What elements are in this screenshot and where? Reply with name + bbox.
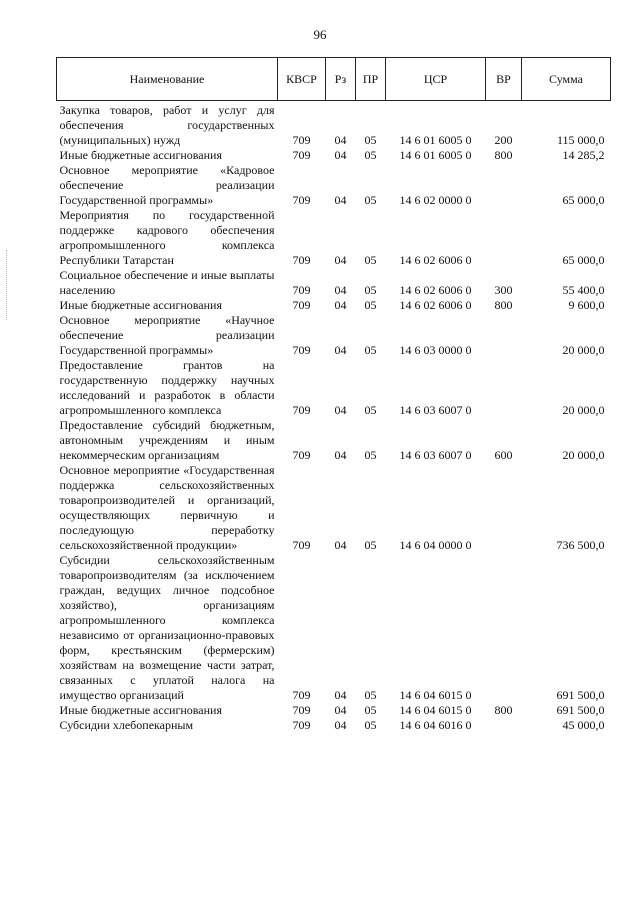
cell-kvsr: 709	[292, 283, 311, 297]
cell-pr: 05	[364, 403, 377, 417]
cell-name: Иные бюджетные ассигнования	[59, 148, 222, 162]
cell-rz: 04	[334, 253, 347, 267]
cell-pr: 05	[364, 538, 377, 552]
cell-csr: 14 6 04 6016 0	[399, 718, 472, 732]
cell-pr: 05	[364, 148, 377, 162]
cell-pr: 05	[364, 193, 377, 207]
cell-pr: 05	[364, 688, 377, 702]
cell-sum: 9 600,0	[568, 298, 605, 312]
header-kvsr: КВСР	[278, 58, 326, 101]
header-name: Наименование	[57, 58, 278, 101]
cell-sum: 20 000,0	[562, 403, 605, 417]
cell-vr: 800	[494, 703, 513, 717]
table-row	[57, 313, 611, 358]
cell-sum: 65 000,0	[562, 253, 605, 267]
cell-name: Субсидии сельскохозяйственным товаропроизводителям (за исключением граждан, ведущих личное подсобное хозяйство), организациям агропромышленного комплекса независимо от организационно-правовых форм, крестьянским (фермерским) хозяйствам на возмещение части затрат, связанных с уплатой налога на имущество организаций	[59, 553, 275, 702]
header-vr: ВР	[486, 58, 522, 101]
cell-name: Основное мероприятие «Научное обеспечение реализации Государственной программы»	[59, 313, 275, 357]
table-row	[57, 148, 611, 163]
header-csr: ЦСР	[386, 58, 486, 101]
page-number: 96	[313, 27, 327, 42]
cell-pr: 05	[364, 718, 377, 732]
cell-kvsr: 709	[292, 193, 311, 207]
cell-sum: 691 500,0	[556, 688, 605, 702]
cell-sum: 115 000,0	[556, 133, 605, 147]
table-row	[57, 101, 611, 149]
cell-name: Основное мероприятие «Государственная поддержка сельскохозяйственных товаропроизводителей и организаций, осуществляющих первичную и последующую переработку сельскохозяйственной продукции»	[59, 463, 275, 552]
cell-pr: 05	[364, 703, 377, 717]
cell-vr: 800	[494, 298, 513, 312]
edge-mark	[6, 250, 7, 320]
cell-name: Социальное обеспечение и иные выплаты населению	[59, 268, 275, 297]
cell-vr	[486, 718, 522, 733]
cell-kvsr: 709	[292, 538, 311, 552]
cell-rz: 04	[334, 538, 347, 552]
cell-pr: 05	[364, 133, 377, 147]
cell-vr	[486, 463, 522, 553]
cell-rz: 04	[334, 403, 347, 417]
cell-kvsr: 709	[292, 718, 311, 732]
cell-sum: 65 000,0	[562, 193, 605, 207]
cell-vr: 200	[494, 133, 513, 147]
cell-sum: 20 000,0	[562, 343, 605, 357]
cell-csr: 14 6 02 0000 0	[399, 193, 472, 207]
cell-rz: 04	[334, 148, 347, 162]
cell-rz: 04	[334, 133, 347, 147]
cell-csr: 14 6 01 6005 0	[399, 133, 472, 147]
cell-csr: 14 6 04 6015 0	[399, 703, 472, 717]
cell-kvsr: 709	[292, 133, 311, 147]
cell-csr: 14 6 01 6005 0	[399, 148, 472, 162]
cell-rz: 04	[334, 688, 347, 702]
cell-rz: 04	[334, 718, 347, 732]
cell-csr: 14 6 02 6006 0	[399, 298, 472, 312]
cell-kvsr: 709	[292, 253, 311, 267]
cell-rz: 04	[334, 703, 347, 717]
cell-vr	[486, 358, 522, 418]
cell-vr	[486, 163, 522, 208]
cell-kvsr: 709	[292, 343, 311, 357]
cell-vr: 600	[494, 448, 513, 462]
table-row	[57, 268, 611, 298]
table-row	[57, 298, 611, 313]
cell-rz: 04	[334, 193, 347, 207]
cell-kvsr: 709	[292, 298, 311, 312]
cell-pr: 05	[364, 298, 377, 312]
table-row	[57, 703, 611, 718]
header-sum: Сумма	[522, 58, 611, 101]
table-row	[57, 553, 611, 703]
cell-vr: 300	[494, 283, 513, 297]
cell-sum: 736 500,0	[556, 538, 605, 552]
cell-rz: 04	[334, 448, 347, 462]
budget-table	[56, 57, 611, 733]
cell-name: Мероприятия по государственной поддержке кадрового обеспечения агропромышленного комплекса Республики Татарстан	[59, 208, 275, 267]
cell-sum: 691 500,0	[556, 703, 605, 717]
cell-sum: 55 400,0	[562, 283, 605, 297]
cell-rz: 04	[334, 298, 347, 312]
table-body	[57, 101, 611, 734]
table-row	[57, 418, 611, 463]
cell-kvsr: 709	[292, 403, 311, 417]
cell-name: Иные бюджетные ассигнования	[59, 703, 222, 717]
cell-pr: 05	[364, 253, 377, 267]
cell-pr: 05	[364, 343, 377, 357]
table-row	[57, 463, 611, 553]
cell-csr: 14 6 03 6007 0	[399, 448, 472, 462]
cell-name: Предоставление грантов на государственную поддержку научных исследований и разработок в области агропромышленного комплекса	[59, 358, 275, 417]
cell-kvsr: 709	[292, 148, 311, 162]
cell-name: Иные бюджетные ассигнования	[59, 298, 222, 312]
cell-kvsr: 709	[292, 448, 311, 462]
cell-csr: 14 6 04 0000 0	[399, 538, 472, 552]
cell-csr: 14 6 04 6015 0	[399, 688, 472, 702]
cell-sum: 14 285,2	[562, 148, 605, 162]
cell-vr	[486, 553, 522, 703]
cell-name: Основное мероприятие «Кадровое обеспечение реализации Государственной программы»	[59, 163, 275, 207]
table-row	[57, 208, 611, 268]
cell-vr	[486, 208, 522, 268]
cell-csr: 14 6 03 6007 0	[399, 403, 472, 417]
cell-csr: 14 6 02 6006 0	[399, 253, 472, 267]
cell-rz: 04	[334, 343, 347, 357]
cell-name: Закупка товаров, работ и услуг для обеспечения государственных (муниципальных) нужд	[59, 103, 275, 147]
cell-csr: 14 6 03 0000 0	[399, 343, 472, 357]
cell-sum: 20 000,0	[562, 448, 605, 462]
cell-vr: 800	[494, 148, 513, 162]
table-header	[57, 58, 611, 101]
cell-csr: 14 6 02 6006 0	[399, 283, 472, 297]
cell-pr: 05	[364, 448, 377, 462]
table-row	[57, 163, 611, 208]
table-row	[57, 358, 611, 418]
cell-sum: 45 000,0	[562, 718, 605, 732]
header-pr: ПР	[356, 58, 386, 101]
header-rz: Рз	[326, 58, 356, 101]
cell-name: Предоставление субсидий бюджетным, автономным учреждениям и иным некоммерческим организациям	[59, 418, 275, 462]
header-row	[57, 58, 611, 101]
cell-pr: 05	[364, 283, 377, 297]
cell-vr	[486, 313, 522, 358]
table-row	[57, 718, 611, 733]
cell-rz: 04	[334, 283, 347, 297]
cell-name: Субсидии хлебопекарным	[59, 718, 194, 732]
cell-kvsr: 709	[292, 703, 311, 717]
cell-kvsr: 709	[292, 688, 311, 702]
